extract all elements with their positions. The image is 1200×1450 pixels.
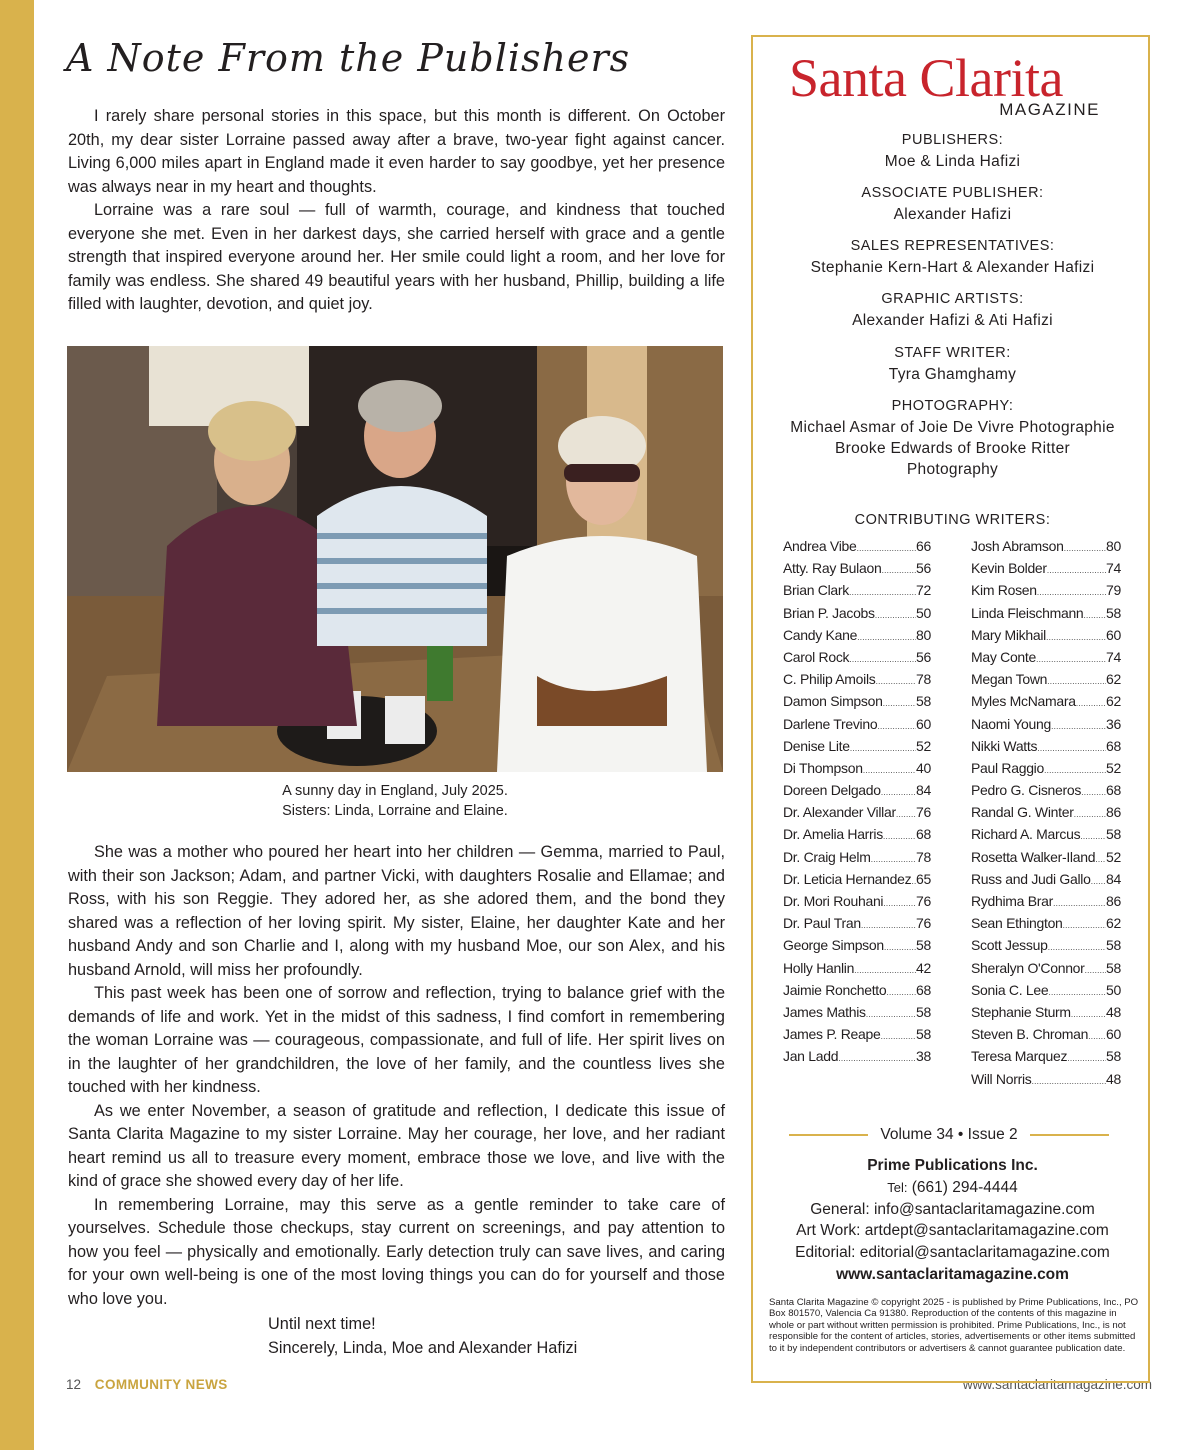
dot-leader — [1067, 1053, 1106, 1063]
staff-role: STAFF WRITER: — [894, 345, 1011, 361]
dot-leader — [1095, 854, 1106, 864]
dot-leader — [881, 1031, 917, 1041]
writer-row — [783, 693, 931, 715]
writer-name: Scott Jessup — [971, 937, 1048, 954]
company-website: www.santaclaritamagazine.com — [836, 1265, 1069, 1283]
dot-leader — [1053, 898, 1106, 908]
staff-publishers — [753, 130, 1152, 172]
paragraph: I rarely share personal stories in this space, but this month is different. On October 20th, my dear sister Lorraine passed away after a brave, two-year fight against cancer. Living 6,000 miles apart in England made it even harder to say goodbye, yet her presence was always near in my heart and thoughts. — [68, 107, 725, 196]
writer-name: Darlene Trevino — [783, 715, 878, 732]
writer-row — [783, 804, 931, 826]
dot-leader — [854, 965, 916, 975]
writer-page: 60 — [916, 715, 931, 732]
writer-row — [971, 893, 1121, 915]
page-footer-left — [66, 1377, 228, 1392]
writer-name: Jan Ladd — [783, 1048, 839, 1065]
writer-page: 84 — [1106, 870, 1121, 887]
dot-leader — [1046, 632, 1106, 642]
dot-leader — [875, 676, 916, 686]
writer-page: 78 — [916, 671, 931, 688]
writer-row — [783, 826, 931, 848]
dot-leader — [1091, 876, 1106, 886]
dot-leader — [1047, 565, 1106, 575]
writer-row — [783, 538, 931, 560]
writer-page: 62 — [1106, 693, 1121, 710]
writer-page: 58 — [916, 1003, 931, 1020]
writer-name: Linda Fleischmann — [971, 604, 1084, 621]
writer-name: Brian P. Jacobs — [783, 604, 875, 621]
writer-name: Doreen Delgado — [783, 782, 881, 799]
dot-leader — [1071, 1009, 1106, 1019]
writer-name: Carol Rock — [783, 648, 850, 665]
staff-role: ASSOCIATE PUBLISHER: — [861, 185, 1044, 201]
staff-name: Stephanie Kern-Hart & Alexander Hafizi — [810, 259, 1095, 276]
writer-name: Rosetta Walker-Iland — [971, 848, 1096, 865]
writer-page: 86 — [1106, 893, 1121, 909]
paragraph: Lorraine was a rare soul — full of warmth, courage, and kindness that touched everyone she met. Even in her darkest days, she carried herself with grace and a gentle strength that inspired everyone around her. Her smile could light a room, and her love for family was endless. She shared 49 beautiful years with her husband, Phillip, building a life filled with laughter, devotion, and quiet joy. — [68, 201, 725, 313]
writer-name: Damon Simpson — [783, 693, 883, 710]
writer-page: 56 — [916, 560, 931, 577]
signoff-line: Until next time! — [268, 1315, 376, 1333]
dot-leader — [1037, 587, 1106, 597]
writer-page: 79 — [1106, 582, 1121, 599]
writer-row — [783, 982, 931, 1004]
writers-column-right — [971, 538, 1121, 1093]
writer-row — [783, 1048, 931, 1070]
dot-leader — [863, 765, 916, 775]
company-phone — [753, 1177, 1152, 1199]
staff-associate-publisher — [753, 183, 1152, 225]
writer-row — [971, 738, 1121, 760]
writer-name: Rydhima Brar — [971, 893, 1053, 909]
writer-name: Russ and Judi Gallo — [971, 870, 1091, 887]
writer-name: Sheralyn O'Connor — [971, 959, 1085, 976]
company-info — [753, 1155, 1152, 1286]
writer-name: Brian Clark — [783, 582, 849, 599]
writer-page: 38 — [916, 1048, 931, 1065]
caption-line: Sisters: Linda, Lorraine and Elaine. — [282, 802, 508, 819]
writer-row — [971, 605, 1121, 627]
writer-row — [971, 871, 1121, 893]
writer-row — [971, 627, 1121, 649]
company-name: Prime Publications Inc. — [867, 1157, 1038, 1174]
dot-leader — [866, 1009, 916, 1019]
writer-page: 58 — [916, 937, 931, 954]
writer-page: 72 — [916, 582, 931, 599]
writer-row — [783, 627, 931, 649]
caption-line: A sunny day in England, July 2025. — [282, 783, 508, 799]
dot-leader — [886, 987, 916, 997]
paragraph: In remembering Lorraine, may this serve as a gentle reminder to take care of yourselves. Schedule those checkups, stay current on screenings, and pay attention to how you feel — physically and emotionally. Early detection truly can save lives, and caring for your own well-being is one of the most loving things you can do for yourself and those who love you. — [68, 1195, 725, 1308]
writer-page: 80 — [1106, 538, 1121, 554]
dot-leader — [1037, 743, 1106, 753]
writer-page: 80 — [916, 626, 931, 643]
writer-row — [783, 960, 931, 982]
writer-page: 58 — [1106, 937, 1121, 954]
writer-row — [783, 649, 931, 671]
writer-page: 60 — [1106, 626, 1121, 643]
writer-row — [783, 605, 931, 627]
dot-leader — [1036, 654, 1106, 664]
writer-row — [971, 849, 1121, 871]
dot-leader — [871, 854, 916, 864]
writer-name: Pedro G. Cisneros — [971, 782, 1082, 799]
writer-name: Paul Raggio — [971, 759, 1044, 776]
writer-row — [783, 760, 931, 782]
dot-leader — [896, 809, 916, 819]
divider — [1030, 1134, 1109, 1136]
general-email: General: info@santaclaritamagazine.com — [810, 1200, 1095, 1218]
writer-page: 58 — [1106, 604, 1121, 621]
section-label: COMMUNITY NEWS — [94, 1377, 228, 1392]
dot-leader — [883, 831, 916, 841]
writer-row — [971, 671, 1121, 693]
writer-row — [971, 649, 1121, 671]
dot-leader — [857, 632, 916, 642]
writer-page: 58 — [1106, 959, 1121, 976]
writer-row — [971, 937, 1121, 959]
staff-name: Tyra Ghamghamy — [888, 366, 1017, 383]
writer-row — [971, 1004, 1121, 1026]
writer-row — [971, 693, 1121, 715]
dot-leader — [861, 920, 916, 930]
dot-leader — [1064, 543, 1106, 553]
writer-row — [971, 826, 1121, 848]
staff-graphic-artists — [753, 289, 1152, 331]
writer-row — [783, 871, 931, 893]
staff-role: PUBLISHERS: — [901, 132, 1004, 148]
writer-row — [783, 560, 931, 582]
writer-page: 50 — [1106, 981, 1121, 998]
writer-name: Holly Hanlin — [783, 959, 855, 976]
writer-row — [971, 582, 1121, 604]
writer-page: 84 — [916, 782, 931, 799]
writer-row — [971, 560, 1121, 582]
volume-issue — [789, 1126, 1109, 1144]
dot-leader — [838, 1053, 916, 1063]
writer-row — [971, 716, 1121, 738]
writer-name: Atty. Ray Bulaon — [783, 560, 882, 577]
writer-page: 76 — [916, 915, 931, 932]
dot-leader — [1047, 676, 1106, 686]
writer-page: 40 — [916, 759, 931, 776]
writer-name: Myles McNamara — [971, 693, 1076, 710]
writer-name: Denise Lite — [783, 737, 850, 754]
dot-leader — [875, 610, 916, 620]
dot-leader — [883, 698, 916, 708]
writer-page: 86 — [1106, 804, 1121, 821]
divider — [789, 1134, 868, 1136]
writer-row — [971, 804, 1121, 826]
writer-row — [971, 1026, 1121, 1048]
sisters-photo — [67, 346, 723, 772]
writers-column-left — [783, 538, 931, 1071]
writer-page: 52 — [1106, 848, 1121, 865]
dot-leader — [1044, 765, 1106, 775]
writer-name: Steven B. Chroman — [971, 1026, 1089, 1043]
writer-page: 65 — [916, 870, 931, 887]
writer-name: Mary Mikhail — [971, 626, 1046, 643]
staff-role: PHOTOGRAPHY: — [891, 398, 1014, 414]
writer-name: Dr. Amelia Harris — [783, 826, 883, 843]
writer-page: 48 — [1106, 1003, 1121, 1020]
writer-name: Sean Ethington — [971, 915, 1063, 932]
staff-role: GRAPHIC ARTISTS: — [881, 291, 1024, 307]
writer-name: Dr. Craig Helm — [783, 848, 871, 865]
writer-name: Di Thompson — [783, 759, 863, 776]
artwork-email: Art Work: artdept@santaclaritamagazine.com — [796, 1222, 1109, 1240]
writer-row — [971, 760, 1121, 782]
writer-row — [783, 782, 931, 804]
writer-name: Dr. Mori Rouhani — [783, 893, 884, 909]
writer-row — [783, 1026, 931, 1048]
writer-name: May Conte — [971, 648, 1036, 665]
staff-name: Photography — [906, 461, 999, 478]
dot-leader — [857, 543, 917, 553]
staff-role: SALES REPRESENTATIVES: — [850, 238, 1055, 254]
dot-leader — [849, 654, 916, 664]
volume-label: Volume 34 • Issue 2 — [880, 1126, 1018, 1143]
staff-name: Moe & Linda Hafizi — [884, 153, 1021, 170]
writer-page: 74 — [1106, 560, 1121, 577]
dot-leader — [1088, 1031, 1106, 1041]
writer-row — [783, 937, 931, 959]
writer-page: 68 — [916, 981, 931, 998]
writer-name: Naomi Young — [971, 715, 1051, 732]
writer-row — [971, 982, 1121, 1004]
writer-name: James Mathis — [783, 1003, 866, 1020]
writer-name: Will Norris — [971, 1070, 1032, 1087]
writer-row — [783, 582, 931, 604]
dot-leader — [849, 587, 916, 597]
writer-page: 58 — [1106, 826, 1121, 843]
staff-name: Alexander Hafizi & Ati Hafizi — [852, 312, 1053, 329]
staff-sales — [753, 236, 1152, 278]
intro-text — [68, 105, 725, 317]
dot-leader — [881, 565, 916, 575]
paragraph: As we enter November, a season of gratitude and reflection, I dedicate this issue of Santa Clarita Magazine to my sister Lorraine. May her courage, her love, and her radiant heart remind us all to treasure every moment, embrace those we love, and live with the kind of grace she showed every day of her life. — [68, 1101, 725, 1190]
writer-page: 62 — [1106, 915, 1121, 932]
paragraph: She was a mother who poured her heart into her children — Gemma, married to Paul, with their son Jackson; Adam, and partner Vicki, with daughters Rosalie and Ellamae; and Ross, with his son Reggie. They adored her, as she adored them, and the bond they shared was a reflection of her loving spirit. My sister, Elaine, her daughter Kate and her husband Andy and son Charlie and I, along with my husband Moe, our son Alex, and his husband Arnold, will miss her profoundly. — [68, 843, 725, 979]
writer-name: C. Philip Amoils — [783, 671, 876, 688]
contributing-writers-heading: CONTRIBUTING WRITERS: — [854, 512, 1051, 528]
writer-page: 48 — [1106, 1070, 1121, 1087]
writer-row — [971, 538, 1121, 560]
staff-writer — [753, 343, 1152, 385]
writer-name: Megan Town — [971, 671, 1048, 688]
writer-row — [971, 1048, 1121, 1070]
writer-row — [783, 915, 931, 937]
writer-name: Nikki Watts — [971, 737, 1038, 754]
footer-website: www.santaclaritamagazine.com — [962, 1377, 1152, 1392]
writer-page: 58 — [916, 1026, 931, 1043]
legal-notice: Santa Clarita Magazine © copyright 2025 - is published by Prime Publications, Inc., PO Box 801570, Valencia Ca 91380. Reproduction of the contents of this magazine in whole or part without written permission is prohibited. Prime Publications, Inc., is not responsible for the content of articles, stories, advertisements or other items submitted to it by independent contributors or advertisers & cannot guarantee publication date. — [769, 1297, 1139, 1354]
dot-leader — [1048, 942, 1106, 952]
writer-page: 58 — [916, 693, 931, 710]
writer-page: 60 — [1106, 1026, 1121, 1043]
staff-name: Brooke Edwards of Brooke Ritter — [834, 440, 1070, 457]
writer-row — [783, 849, 931, 871]
writer-page: 66 — [916, 538, 931, 554]
writer-name: Candy Kane — [783, 626, 858, 643]
dot-leader — [850, 743, 916, 753]
writer-page: 52 — [916, 737, 931, 754]
writer-row — [971, 1071, 1121, 1093]
staff-list — [753, 130, 1152, 491]
dot-leader — [1076, 698, 1106, 708]
gold-side-bar — [0, 0, 34, 1450]
masthead-box — [751, 35, 1150, 1383]
writer-name: Dr. Alexander Villar — [783, 804, 896, 821]
writer-page: 78 — [916, 848, 931, 865]
writer-name: Randal G. Winter — [971, 804, 1074, 821]
writer-page: 68 — [1106, 782, 1121, 799]
writer-name: George Simpson — [783, 937, 884, 954]
signoff — [268, 1313, 577, 1360]
signoff-signature: Sincerely, Linda, Moe and Alexander Hafizi — [268, 1338, 578, 1357]
editorial-email: Editorial: editorial@santaclaritamagazine.com — [795, 1244, 1110, 1262]
writer-row — [783, 893, 931, 915]
writer-name: James P. Reape — [783, 1026, 881, 1043]
photo-illustration — [67, 346, 723, 772]
dot-leader — [1063, 920, 1106, 930]
writer-row — [783, 1004, 931, 1026]
tel-number: (661) 294-4444 — [911, 1178, 1018, 1196]
page-number: 12 — [66, 1377, 82, 1392]
dot-leader — [884, 942, 916, 952]
writer-row — [971, 960, 1121, 982]
writer-row — [783, 671, 931, 693]
writer-page: 68 — [1106, 737, 1121, 754]
writer-name: Josh Abramson — [971, 538, 1064, 554]
dot-leader — [877, 721, 916, 731]
magazine-logo-subtitle: MAGAZINE — [999, 100, 1100, 119]
writer-name: Andrea Vibe — [783, 538, 857, 554]
writer-page: 56 — [916, 648, 931, 665]
writer-name: Richard A. Marcus — [971, 826, 1081, 843]
writer-page: 42 — [916, 959, 931, 976]
writer-name: Jaimie Ronchetto — [783, 981, 887, 998]
photo-caption — [67, 782, 723, 821]
dot-leader — [1031, 1076, 1106, 1086]
writer-page: 36 — [1106, 715, 1121, 732]
writer-row — [971, 782, 1121, 804]
article-title: A Note From the Publishers — [66, 36, 631, 80]
dot-leader — [1074, 809, 1106, 819]
dot-leader — [1081, 787, 1106, 797]
writer-name: Stephanie Sturm — [971, 1003, 1071, 1020]
writer-page: 58 — [1106, 1048, 1121, 1065]
staff-name: Alexander Hafizi — [893, 206, 1012, 223]
staff-name: Michael Asmar of Joie De Vivre Photographie — [790, 419, 1115, 436]
writer-page: 74 — [1106, 648, 1121, 665]
writer-row — [971, 915, 1121, 937]
writer-name: Sonia C. Lee — [971, 981, 1049, 998]
writer-name: Teresa Marquez — [971, 1048, 1068, 1065]
dot-leader — [1085, 965, 1106, 975]
dot-leader — [881, 787, 916, 797]
writer-name: Kim Rosen — [971, 582, 1037, 599]
writer-row — [783, 716, 931, 738]
main-text — [68, 841, 725, 1311]
writer-row — [783, 738, 931, 760]
tel-label: Tel: — [887, 1179, 908, 1195]
writer-name: Dr. Paul Tran — [783, 915, 861, 932]
writer-page: 52 — [1106, 759, 1121, 776]
staff-photography — [753, 396, 1152, 480]
magazine-logo-title: Santa Clarita — [789, 48, 1063, 108]
writer-page: 76 — [916, 804, 931, 821]
writer-page: 62 — [1106, 671, 1121, 688]
dot-leader — [1051, 721, 1106, 731]
writer-page: 50 — [916, 604, 931, 621]
writer-page: 76 — [916, 893, 931, 909]
dot-leader — [883, 898, 916, 908]
paragraph: This past week has been one of sorrow and reflection, trying to balance grief with the demands of life and work. Yet in the midst of this sadness, I find comfort in remembering the woman Lorraine was — courageous, compassionate, and full of life. Her spirit lives on in the laughter of her grandchildren, the love of her family, and the countless lives she touched with her kindness. — [68, 984, 725, 1096]
writer-page: 68 — [916, 826, 931, 843]
writer-name: Dr. Leticia Hernandez — [783, 870, 912, 887]
dot-leader — [1080, 831, 1106, 841]
dot-leader — [1083, 610, 1106, 620]
dot-leader — [1048, 987, 1106, 997]
writer-name: Kevin Bolder — [971, 560, 1047, 577]
